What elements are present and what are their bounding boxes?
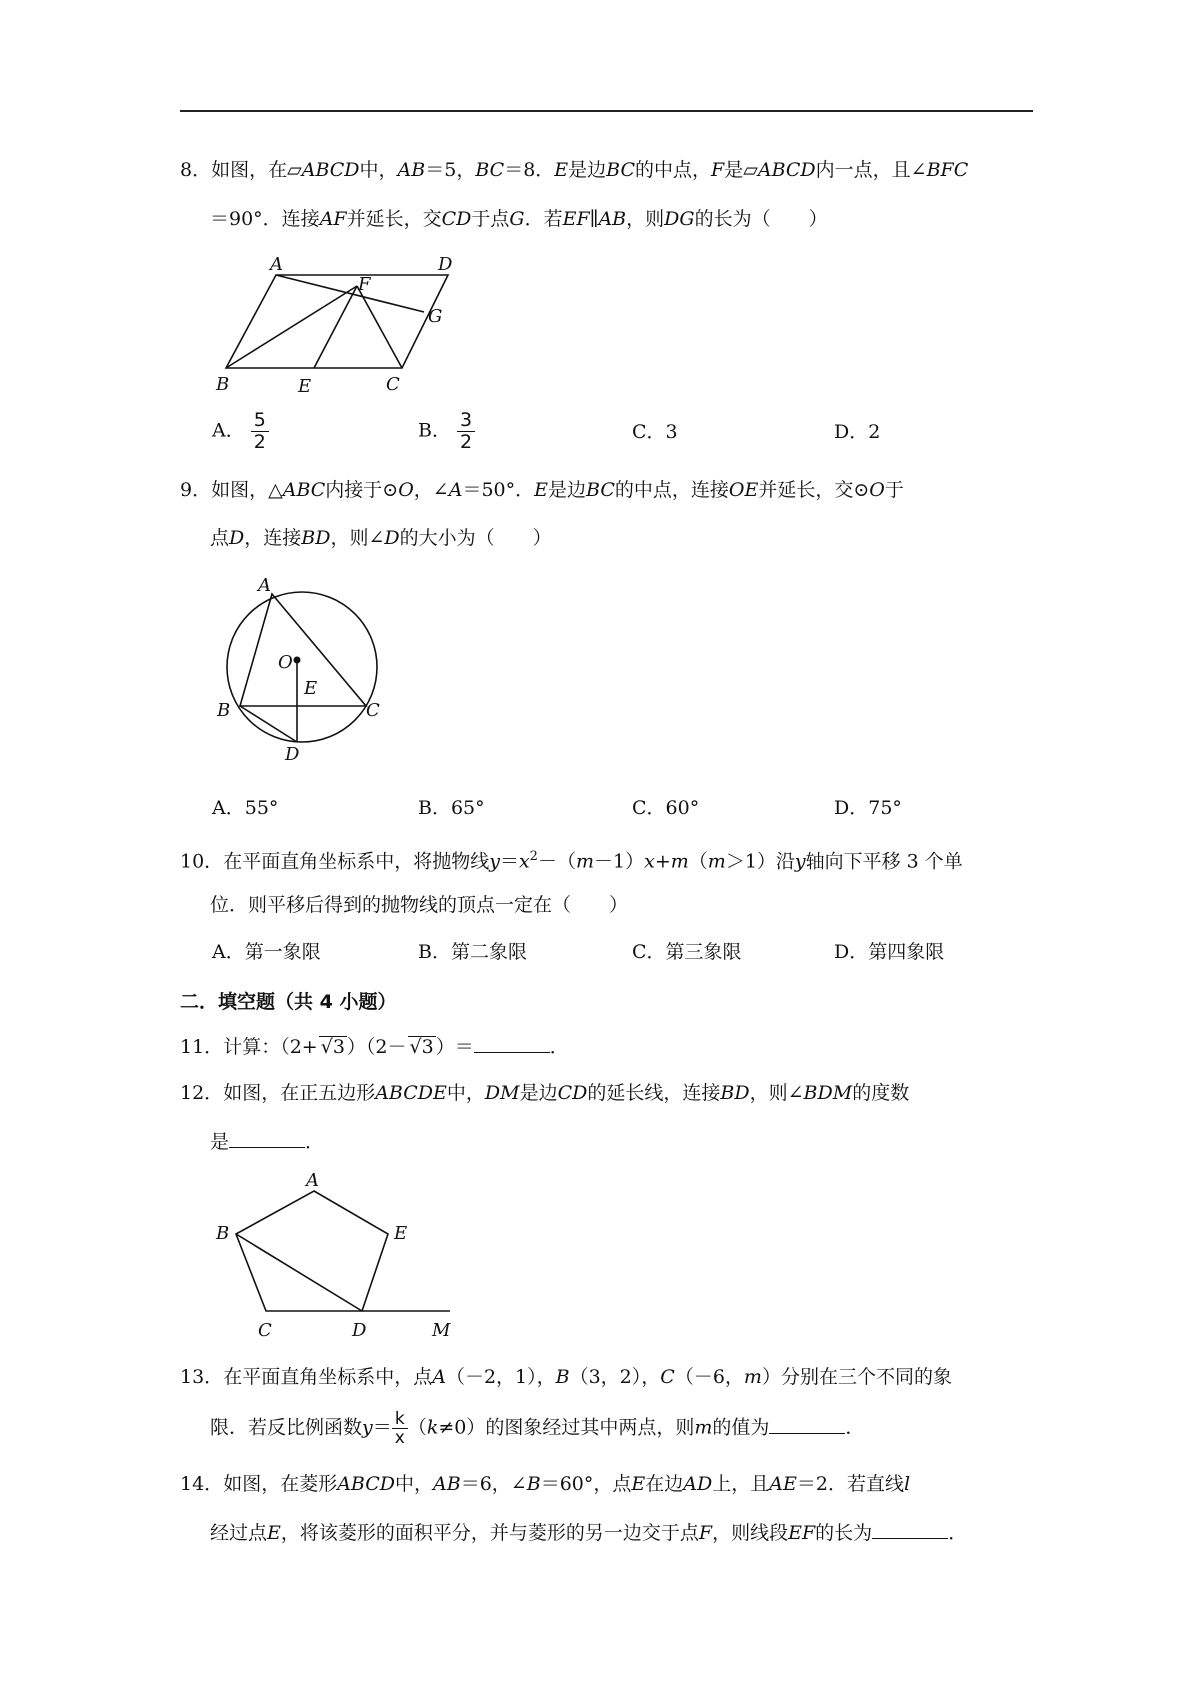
question-11: 11．计算：（2+ √3 ）（2－ √3 ）＝ ． xyxy=(180,1036,569,1058)
label-m: M xyxy=(432,1320,451,1341)
label-f: F xyxy=(358,274,371,295)
question-12-line-1: 12．如图，在正五边形ABCDE中，DM是边CD的延长线，连接BD，则∠BDM的度数 xyxy=(180,1082,910,1104)
q9-option-d[interactable]: D．75° xyxy=(834,797,902,819)
label-c: C xyxy=(258,1320,272,1341)
answer-blank[interactable] xyxy=(872,1520,948,1539)
label-d: D xyxy=(438,254,453,275)
question-14-line-2: 经过点E，将该菱形的面积平分，并与菱形的另一边交于点F，则线段EF的长为 ． xyxy=(210,1522,968,1544)
fraction: $\frac{5}{2}$ xyxy=(251,410,269,453)
q8-option-b[interactable]: B． $\frac{3}{2}$ xyxy=(418,410,475,453)
label-e: E xyxy=(304,678,318,699)
q10-option-d[interactable]: D．第四象限 xyxy=(834,941,945,963)
q9-option-a[interactable]: A．55° xyxy=(212,797,279,819)
question-8-line-2: ＝90°．连接AF并延长，交CD于点G．若EF∥AB，则DG的长为（ ） xyxy=(210,208,828,230)
question-9-line-2: 点D，连接BD，则∠D的大小为（ ） xyxy=(210,527,552,549)
label-a: A xyxy=(306,1170,319,1191)
label-b: B xyxy=(217,700,231,721)
label-a: A xyxy=(270,254,283,275)
label-d: D xyxy=(352,1320,367,1341)
q10-option-c[interactable]: C．第三象限 xyxy=(632,941,742,963)
label-d: D xyxy=(285,744,300,765)
answer-blank[interactable] xyxy=(769,1415,845,1434)
label-c: C xyxy=(386,374,400,395)
label-e: E xyxy=(298,376,312,397)
label-b: B xyxy=(216,374,230,395)
sqrt: √3 xyxy=(320,1036,345,1058)
question-10-line-2: 位．则平移后得到的抛物线的顶点一定在（ ） xyxy=(210,894,629,916)
question-13-line-1: 13．在平面直角坐标系中，点A（－2，1），B（3，2），C（－6，m）分别在三个不同的象 xyxy=(180,1366,952,1388)
segment-bd xyxy=(236,1234,362,1311)
question-10-line-1: 10．在平面直角坐标系中，将抛物线$y=x^2-(m-1)x+m(m>1)$沿y轴向下平移 3 个单 xyxy=(180,849,963,873)
sqrt: √3 xyxy=(409,1036,434,1058)
section-2-heading: 二．填空题（共 4 小题） xyxy=(180,991,397,1013)
question-14-line-1: 14．如图，在菱形ABCD中，AB＝6，∠B＝60°，点E在边AD上，且AE＝2．若直线l xyxy=(180,1473,911,1495)
q8-option-c[interactable]: C．3 xyxy=(632,421,678,443)
question-8-line-1: 8．如图，在▱ABCD中，AB＝5，BC＝8．E是边BC的中点，F是▱ABCD内一点，且∠BFC xyxy=(180,159,969,181)
q9-option-c[interactable]: C．60° xyxy=(632,797,700,819)
label-g: G xyxy=(428,306,443,327)
fraction: $\frac{3}{2}$ xyxy=(457,410,475,453)
question-13-line-2: 限．若反比例函数y＝ $\frac{k}{x}$ （k≠0）的图象经过其中两点，则m的值为 ． xyxy=(210,1409,865,1448)
q8-option-a[interactable]: A． $\frac{5}{2}$ xyxy=(212,410,269,453)
label-b: B xyxy=(216,1223,230,1244)
label-a: A xyxy=(258,575,271,596)
label-o: O xyxy=(278,652,293,673)
q9-option-b[interactable]: B．65° xyxy=(418,797,485,819)
q8-option-d[interactable]: D．2 xyxy=(834,421,881,443)
q10-option-b[interactable]: B．第二象限 xyxy=(418,941,527,963)
fraction: $\frac{k}{x}$ xyxy=(392,1410,408,1447)
question-12-line-2: 是 ． xyxy=(210,1131,325,1153)
pentagon-abcde xyxy=(236,1191,388,1311)
label-c: C xyxy=(366,700,380,721)
label-e: E xyxy=(394,1223,408,1244)
question-9-line-1: 9．如图，△ABC内接于⊙O，∠A＝50°．E是边BC的中点，连接OE并延长，交⊙O于 xyxy=(180,479,904,501)
q10-option-a[interactable]: A．第一象限 xyxy=(212,941,321,963)
